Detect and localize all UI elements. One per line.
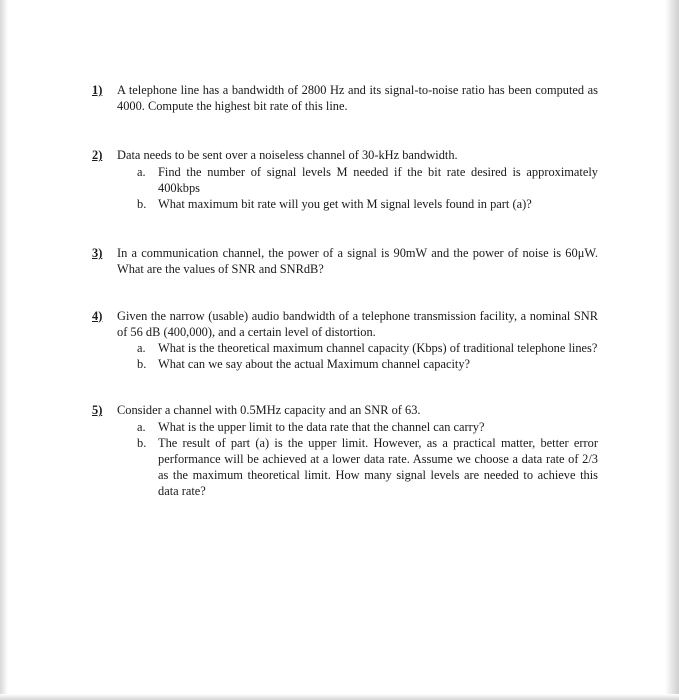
question-5	[92, 402, 598, 499]
page-edge-left	[0, 0, 8, 700]
part-text: What is the theoretical maximum channel capacity (Kbps) of traditional telephone lines?	[158, 341, 598, 356]
part-text: What is the upper limit to the data rate that the channel can carry?	[158, 419, 485, 434]
question-parts	[117, 340, 598, 372]
question-number: 1)	[92, 83, 103, 97]
question-2	[92, 147, 598, 212]
part-label: a.	[137, 419, 146, 434]
question-part	[117, 435, 598, 500]
page-edge-bottom	[0, 694, 679, 700]
question-number: 5)	[92, 403, 103, 418]
part-label: b.	[137, 435, 147, 450]
question-number: 3)	[92, 246, 103, 261]
question-parts	[117, 419, 598, 500]
question-part	[117, 340, 598, 356]
part-label: a.	[137, 164, 146, 179]
question-number: 2)	[92, 148, 103, 163]
question-parts	[117, 164, 598, 213]
question-text: In a communication channel, the power of a signal is 90mW and the power of noise is 60μW. What are the values of SNR and SNRdB?	[117, 246, 598, 277]
part-label: b.	[137, 197, 147, 212]
question-text: Given the narrow (usable) audio bandwidth of a telephone transmission facility, a nominal SNR of 56 dB (400,000), and a certain level of distortion.	[117, 308, 598, 339]
question-part	[117, 419, 598, 435]
question-3	[92, 245, 598, 277]
question-4	[92, 308, 598, 373]
worksheet-document	[92, 82, 598, 500]
page-edge-right	[665, 0, 679, 700]
part-text: What maximum bit rate will you get with M signal levels found in part (a)?	[158, 197, 532, 212]
part-text: The result of part (a) is the upper limit. However, as a practical matter, better error performance will be achieved at a lower data rate. Assume we choose a data rate of 2/3 as the maximum theoretical limit. How many signal levels are needed to achieve this data rate?	[158, 435, 598, 499]
part-label: b.	[137, 357, 147, 372]
question-number: 4)	[92, 308, 103, 323]
question-text: Data needs to be sent over a noiseless channel of 30-kHz bandwidth.	[117, 148, 458, 163]
question-text: A telephone line has a bandwidth of 2800 Hz and its signal-to-noise ratio has been computed as 4000. Compute the highest bit rate of this line.	[117, 83, 598, 114]
part-label: a.	[137, 341, 146, 356]
question-part	[117, 164, 598, 196]
question-text: Consider a channel with 0.5MHz capacity and an SNR of 63.	[117, 403, 421, 418]
part-text: What can we say about the actual Maximum channel capacity?	[158, 357, 471, 372]
question-1	[92, 82, 598, 114]
part-text: Find the number of signal levels M needed if the bit rate desired is approximately 400kbps	[158, 164, 598, 195]
question-part	[117, 356, 598, 372]
question-part	[117, 196, 598, 212]
